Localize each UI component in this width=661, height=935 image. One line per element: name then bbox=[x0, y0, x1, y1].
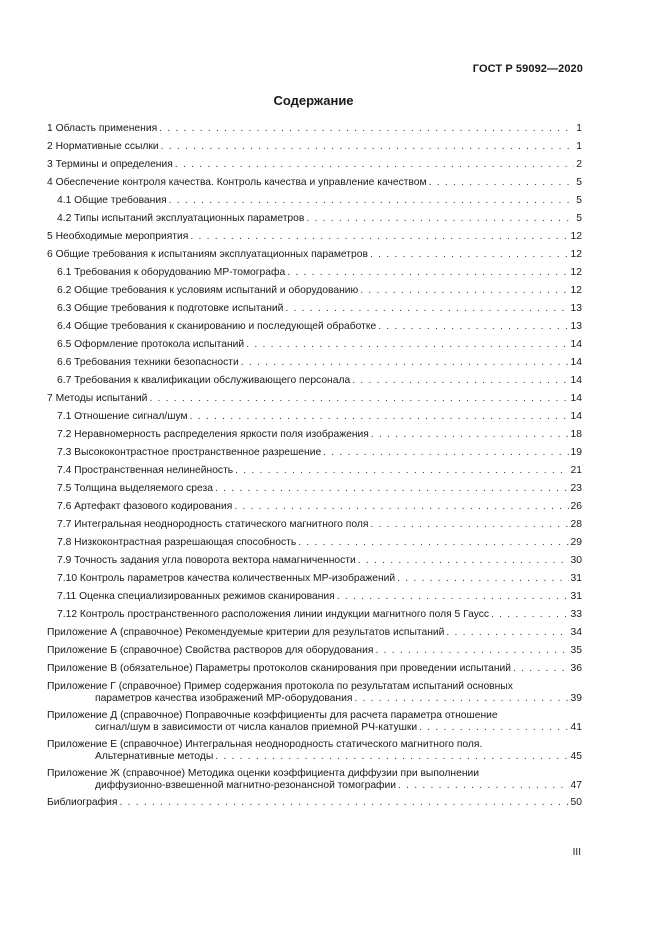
dot-leader bbox=[215, 751, 568, 763]
page-number: III bbox=[572, 847, 581, 858]
toc-entry[interactable] bbox=[47, 609, 582, 621]
toc-entry-title: диффузионно-взвешенной магнитно-резонансной томографии bbox=[95, 780, 397, 791]
toc-entry-page: 26 bbox=[570, 501, 582, 512]
toc-entry[interactable] bbox=[47, 537, 582, 549]
dot-leader bbox=[491, 609, 568, 621]
toc-entry-title: 7.11 Оценка специализированных режимов сканирования bbox=[57, 591, 335, 602]
toc-entry-page: 31 bbox=[570, 591, 582, 602]
toc-entry-page: 50 bbox=[570, 797, 582, 808]
toc-entry-title: Альтернативные методы bbox=[95, 751, 214, 762]
toc-entry[interactable] bbox=[47, 739, 582, 763]
toc-entry-title: 7.2 Неравномерность распределения яркости поля изображения bbox=[57, 429, 369, 440]
toc-entry-title: 7.7 Интегральная неоднородность статического магнитного поля bbox=[57, 519, 369, 530]
toc-entry-page: 12 bbox=[570, 249, 582, 260]
toc-entry[interactable] bbox=[47, 681, 582, 705]
toc-entry-title: 6.7 Требования к квалификации обслуживающего персонала bbox=[57, 375, 351, 386]
toc-entry[interactable] bbox=[47, 159, 582, 171]
toc-entry-page: 21 bbox=[570, 465, 582, 476]
dot-leader bbox=[354, 693, 568, 705]
dot-leader bbox=[190, 411, 569, 423]
toc-entry-page: 36 bbox=[570, 663, 582, 674]
dot-leader bbox=[161, 141, 575, 153]
toc-entry[interactable] bbox=[47, 501, 582, 513]
toc-entry[interactable] bbox=[47, 710, 582, 734]
toc-entry-title: 4.1 Общие требования bbox=[57, 195, 167, 206]
dot-leader bbox=[287, 267, 568, 279]
toc-entry-title: Приложение Б (справочное) Свойства растворов для оборудования bbox=[47, 645, 374, 656]
toc-entry-title: 7.3 Высококонтрастное пространственное разрешение bbox=[57, 447, 322, 458]
toc-entry[interactable] bbox=[47, 447, 582, 459]
toc-entry[interactable] bbox=[47, 393, 582, 405]
toc-entry[interactable] bbox=[47, 195, 582, 207]
toc-entry-title: 7.10 Контроль параметров качества количественных МР-изображений bbox=[57, 573, 396, 584]
dot-leader bbox=[323, 447, 568, 459]
toc-entry-page: 12 bbox=[570, 267, 582, 278]
toc-entry-page: 5 bbox=[576, 177, 582, 188]
toc-entry[interactable] bbox=[47, 249, 582, 261]
dot-leader bbox=[371, 429, 569, 441]
toc-entry[interactable] bbox=[47, 303, 582, 315]
toc-entry-title: 7.8 Низкоконтрастная разрешающая способность bbox=[57, 537, 297, 548]
toc-entry-page: 14 bbox=[570, 357, 582, 368]
toc-entry[interactable] bbox=[47, 141, 582, 153]
dot-leader bbox=[375, 645, 568, 657]
toc-entry[interactable] bbox=[47, 357, 582, 369]
toc-entry-page: 41 bbox=[570, 722, 582, 733]
toc-entry-title: 1 Область применения bbox=[47, 123, 158, 134]
dot-leader bbox=[337, 591, 569, 603]
toc-entry-page: 30 bbox=[570, 555, 582, 566]
toc-entry-page: 13 bbox=[570, 303, 582, 314]
toc-entry-title: 6.5 Оформление протокола испытаний bbox=[57, 339, 245, 350]
toc-entry-page: 19 bbox=[570, 447, 582, 458]
toc-entry-page: 13 bbox=[570, 321, 582, 332]
toc-entry-title: 4 Обеспечение контроля качества. Контроль качества и управление качеством bbox=[47, 177, 427, 188]
dot-leader bbox=[397, 573, 568, 585]
toc-entry-title: Библиография bbox=[47, 797, 118, 808]
toc-entry-title: Приложение Е (справочное) Интегральная неоднородность статического магнитного поля. bbox=[47, 739, 483, 750]
toc-entry[interactable] bbox=[47, 285, 582, 297]
toc-entry[interactable] bbox=[47, 573, 582, 585]
toc-entry[interactable] bbox=[47, 663, 582, 675]
toc-entry-title: Приложение В (обязательное) Параметры протоколов сканирования при проведении испытаний bbox=[47, 663, 512, 674]
toc-entry-title: Приложение Г (справочное) Пример содержания протокола по результатам испытаний основных bbox=[47, 681, 513, 692]
toc-entry-title: сигнал/шум в зависимости от числа каналов приемной РЧ-катушки bbox=[95, 722, 418, 733]
toc-entry-page: 23 bbox=[570, 483, 582, 494]
toc-entry-title: 6.3 Общие требования к подготовке испытаний bbox=[57, 303, 284, 314]
dot-leader bbox=[215, 483, 569, 495]
toc-entry[interactable] bbox=[47, 375, 582, 387]
toc-entry-title: 6.6 Требования техники безопасности bbox=[57, 357, 239, 368]
table-of-contents bbox=[47, 123, 582, 815]
toc-entry-page: 35 bbox=[570, 645, 582, 656]
dot-leader bbox=[358, 555, 569, 567]
dot-leader bbox=[360, 285, 568, 297]
toc-entry-title: 7.4 Пространственная нелинейность bbox=[57, 465, 234, 476]
dot-leader bbox=[429, 177, 575, 189]
dot-leader bbox=[159, 123, 574, 135]
dot-leader bbox=[234, 501, 568, 513]
dot-leader bbox=[241, 357, 569, 369]
toc-entry[interactable] bbox=[47, 231, 582, 243]
dot-leader bbox=[119, 797, 568, 809]
dot-leader bbox=[298, 537, 568, 549]
toc-entry-page: 28 bbox=[570, 519, 582, 530]
toc-entry[interactable] bbox=[47, 213, 582, 225]
toc-entry-page: 39 bbox=[570, 693, 582, 704]
toc-entry-title: Приложение Ж (справочное) Методика оценки коэффициента диффузии при выполнении bbox=[47, 768, 480, 779]
dot-leader bbox=[370, 519, 568, 531]
toc-entry[interactable] bbox=[47, 465, 582, 477]
dot-leader bbox=[235, 465, 568, 477]
toc-entry-title: Приложение Д (справочное) Поправочные коэффициенты для расчета параметра отношение bbox=[47, 710, 498, 721]
toc-entry-page: 2 bbox=[576, 159, 582, 170]
toc-entry[interactable] bbox=[47, 645, 582, 657]
toc-entry-title: 7.1 Отношение сигнал/шум bbox=[57, 411, 188, 422]
toc-entry-page: 33 bbox=[570, 609, 582, 620]
toc-entry-title: 7.6 Артефакт фазового кодирования bbox=[57, 501, 233, 512]
toc-entry-page: 14 bbox=[570, 411, 582, 422]
toc-entry-title: 6.2 Общие требования к условиям испытаний и оборудованию bbox=[57, 285, 359, 296]
toc-entry[interactable] bbox=[47, 591, 582, 603]
document-id: ГОСТ Р 59092—2020 bbox=[472, 63, 583, 75]
toc-entry-page: 1 bbox=[576, 141, 582, 152]
toc-entry-page: 14 bbox=[570, 375, 582, 386]
dot-leader bbox=[378, 321, 568, 333]
dot-leader bbox=[285, 303, 568, 315]
toc-entry[interactable] bbox=[47, 177, 582, 189]
toc-entry-page: 31 bbox=[570, 573, 582, 584]
toc-entry-title: 2 Нормативные ссылки bbox=[47, 141, 159, 152]
dot-leader bbox=[190, 231, 568, 243]
toc-entry[interactable] bbox=[47, 768, 582, 792]
toc-entry[interactable] bbox=[47, 797, 582, 809]
toc-entry-title: Приложение А (справочное) Рекомендуемые критерии для результатов испытаний bbox=[47, 627, 445, 638]
dot-leader bbox=[513, 663, 569, 675]
toc-entry[interactable] bbox=[47, 519, 582, 531]
toc-entry-page: 5 bbox=[576, 213, 582, 224]
dot-leader bbox=[246, 339, 568, 351]
dot-leader bbox=[446, 627, 568, 639]
dot-leader bbox=[175, 159, 574, 171]
page-title: Содержание bbox=[273, 93, 354, 108]
toc-entry-page: 14 bbox=[570, 339, 582, 350]
toc-entry-title: параметров качества изображений МР-оборудования bbox=[95, 693, 353, 704]
dot-leader bbox=[398, 780, 569, 792]
toc-entry-page: 1 bbox=[576, 123, 582, 134]
toc-entry[interactable] bbox=[47, 321, 582, 333]
toc-entry-page: 18 bbox=[570, 429, 582, 440]
toc-entry[interactable] bbox=[47, 483, 582, 495]
toc-entry[interactable] bbox=[47, 411, 582, 423]
toc-entry-page: 12 bbox=[570, 231, 582, 242]
toc-entry-title: 7.9 Точность задания угла поворота вектора намагниченности bbox=[57, 555, 356, 566]
toc-entry-page: 29 bbox=[570, 537, 582, 548]
dot-leader bbox=[306, 213, 574, 225]
dot-leader bbox=[169, 195, 575, 207]
toc-entry[interactable] bbox=[47, 123, 582, 135]
toc-entry-page: 47 bbox=[570, 780, 582, 791]
dot-leader bbox=[419, 722, 568, 734]
toc-entry-title: 7 Методы испытаний bbox=[47, 393, 148, 404]
toc-entry-title: 5 Необходимые мероприятия bbox=[47, 231, 189, 242]
dot-leader bbox=[370, 249, 569, 261]
toc-entry-title: 6 Общие требования к испытаниям эксплуатационных параметров bbox=[47, 249, 368, 260]
toc-entry-title: 6.4 Общие требования к сканированию и последующей обработке bbox=[57, 321, 377, 332]
toc-entry-title: 4.2 Типы испытаний эксплуатационных параметров bbox=[57, 213, 305, 224]
toc-entry-page: 14 bbox=[570, 393, 582, 404]
toc-entry[interactable] bbox=[47, 339, 582, 351]
toc-entry-page: 12 bbox=[570, 285, 582, 296]
dot-leader bbox=[149, 393, 568, 405]
toc-entry[interactable] bbox=[47, 627, 582, 639]
toc-entry[interactable] bbox=[47, 267, 582, 279]
dot-leader bbox=[352, 375, 568, 387]
toc-entry-page: 45 bbox=[570, 751, 582, 762]
toc-entry-title: 3 Термины и определения bbox=[47, 159, 173, 170]
toc-entry[interactable] bbox=[47, 429, 582, 441]
toc-entry[interactable] bbox=[47, 555, 582, 567]
toc-entry-title: 6.1 Требования к оборудованию МР-томографа bbox=[57, 267, 286, 278]
toc-entry-title: 7.12 Контроль пространственного расположения линии индукции магнитного поля 5 Гаусс bbox=[57, 609, 490, 620]
toc-entry-page: 34 bbox=[570, 627, 582, 638]
toc-entry-page: 5 bbox=[576, 195, 582, 206]
toc-entry-title: 7.5 Толщина выделяемого среза bbox=[57, 483, 213, 494]
